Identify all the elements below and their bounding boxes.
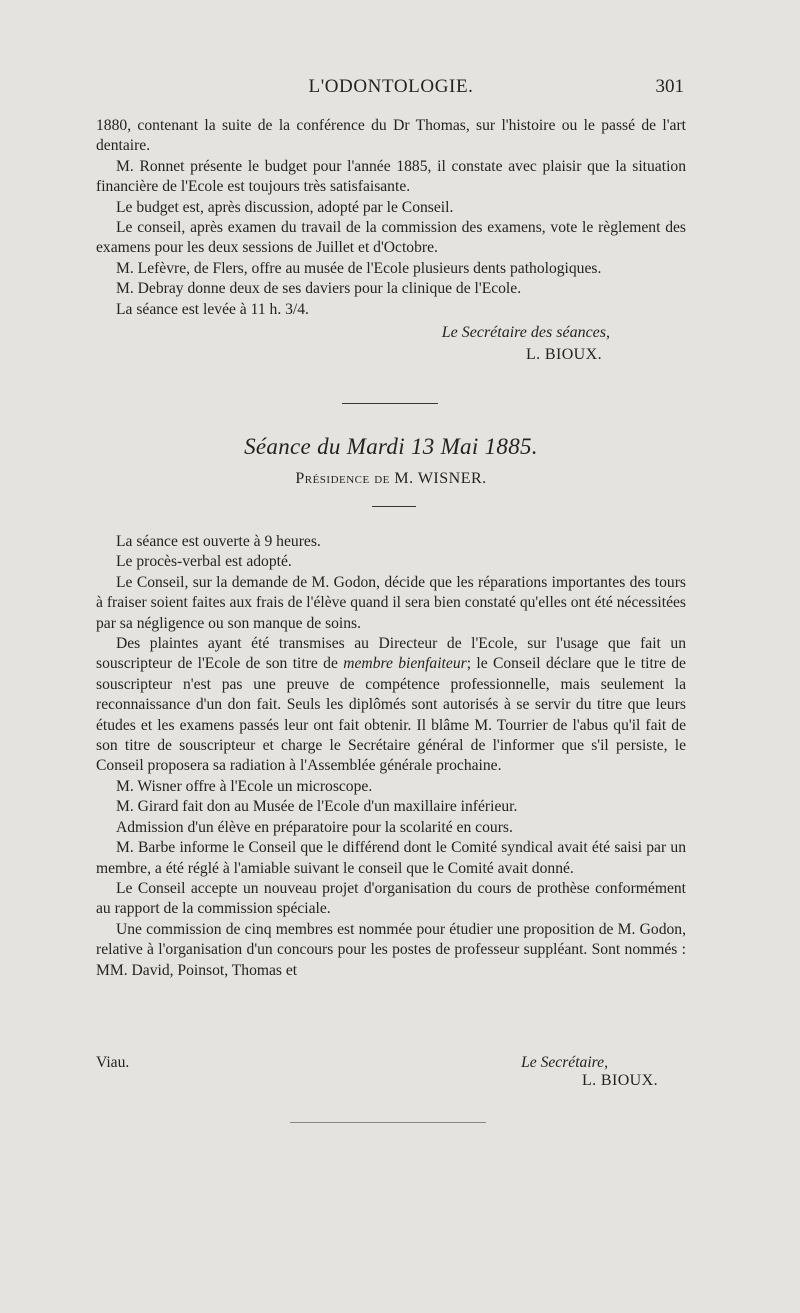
presidency-prefix: Présidence de: [295, 470, 390, 487]
paragraph: Le budget est, après discussion, adopté par le Conseil.: [116, 198, 454, 216]
paragraph: M. Lefèvre, de Flers, offre au musée de l'Ecole plusieurs dents pathologiques.: [116, 259, 602, 277]
presidency-name: M. WISNER.: [394, 470, 487, 487]
final-signature: [96, 1072, 686, 1090]
signature-title: Le Secrétaire des séances,: [441, 324, 610, 342]
paragraph: M. Barbe informe le Conseil que le différend dont le Comité syndical avait été saisi par un membre, a été réglé à l'amiable suivant le conseil que le Comité avait donné.: [96, 839, 686, 877]
paragraph: Le Conseil, sur la demande de M. Godon, décide que les réparations importantes des tours à fraiser soient faites aux frais de l'élève quand il sera bien constaté qu'elles ont été nécessitées par sa négligence ou son manque de soins.: [96, 573, 686, 632]
signature-title: Le Secrétaire,: [521, 1054, 608, 1071]
paragraph: 1880, contenant la suite de la conférence du Dr Thomas, sur l'histoire ou le passé de l'art dentaire.: [96, 117, 686, 155]
complaint-italic-term: membre bienfaiteur: [343, 655, 467, 673]
paragraph: M. Ronnet présente le budget pour l'année 1885, il constate avec plaisir que la situation financière de l'Ecole est toujours très satisfaisante.: [96, 157, 686, 196]
presidency-line: [96, 470, 686, 488]
complaint-text-1: Des plaintes ayant été transmises au Directeur de l'Ecole, sur l'usage que fait un souscripteur de l'Ecole de son titre de: [96, 635, 686, 673]
paragraph: Le Conseil accepte un nouveau projet d'organisation du cours de prothèse conformément au rapport de la commission spéciale.: [96, 879, 686, 918]
paragraph: Le procès-verbal est adopté.: [116, 553, 292, 571]
minutes-continuation: [96, 116, 686, 366]
paragraph: La séance est levée à 11 h. 3/4.: [116, 300, 309, 318]
signature-name: L. BIOUX.: [525, 346, 602, 364]
signature-name: L. BIOUX.: [581, 1072, 658, 1089]
divider-rule-short: [372, 506, 416, 507]
divider-rule: [342, 403, 438, 404]
paragraph: Le conseil, après examen du travail de la commission des examens, vote le règlement des examens pour les deux sessions de Juillet et d'Octobre.: [96, 219, 686, 257]
page-number: 301: [655, 76, 684, 97]
session-title: Séance du Mardi 13 Mai 1885.: [244, 434, 538, 459]
running-title: L'ODONTOLOGIE.: [308, 76, 474, 97]
paragraph: La séance est ouverte à 9 heures.: [116, 533, 321, 550]
paragraph: Une commission de cinq membres est nommée pour étudier une proposition de M. Godon, relative à l'organisation d'un concours pour les postes de professeur suppléant. Sont nommés : MM. David, Poinsot, Thomas et: [96, 920, 686, 979]
closing-word: Viau.: [96, 1054, 130, 1071]
paragraph: M. Wisner offre à l'Ecole un microscope.: [116, 777, 373, 795]
paragraph-complaint: [96, 634, 686, 777]
paragraph: M. Girard fait don au Musée de l'Ecole d'un maxillaire inférieur.: [116, 798, 518, 816]
page-header: [96, 76, 686, 102]
paragraph: M. Debray donne deux de ses daviers pour la clinique de l'Ecole.: [116, 280, 522, 298]
session-minutes: [96, 532, 686, 981]
end-rule: [290, 1122, 486, 1123]
paragraph: Admission d'un élève en préparatoire pour la scolarité en cours.: [116, 818, 513, 836]
complaint-text-2: ; le Conseil déclare que le titre de souscripteur n'est pas une preuve de compétence professionnelle, mais seulement la reconnaissance d'un don fait. Seuls les diplômés sont autorisés à se servir du titre que leurs études et les examens passés leur ont fait obtenir. Il blâme M. Tourrier de l'abus qu'il fait de son titre de souscripteur et charge le Secrétaire général de l'informer que s'il persiste, le Conseil proposera sa radiation à l'Assemblée générale prochaine.: [96, 655, 686, 775]
